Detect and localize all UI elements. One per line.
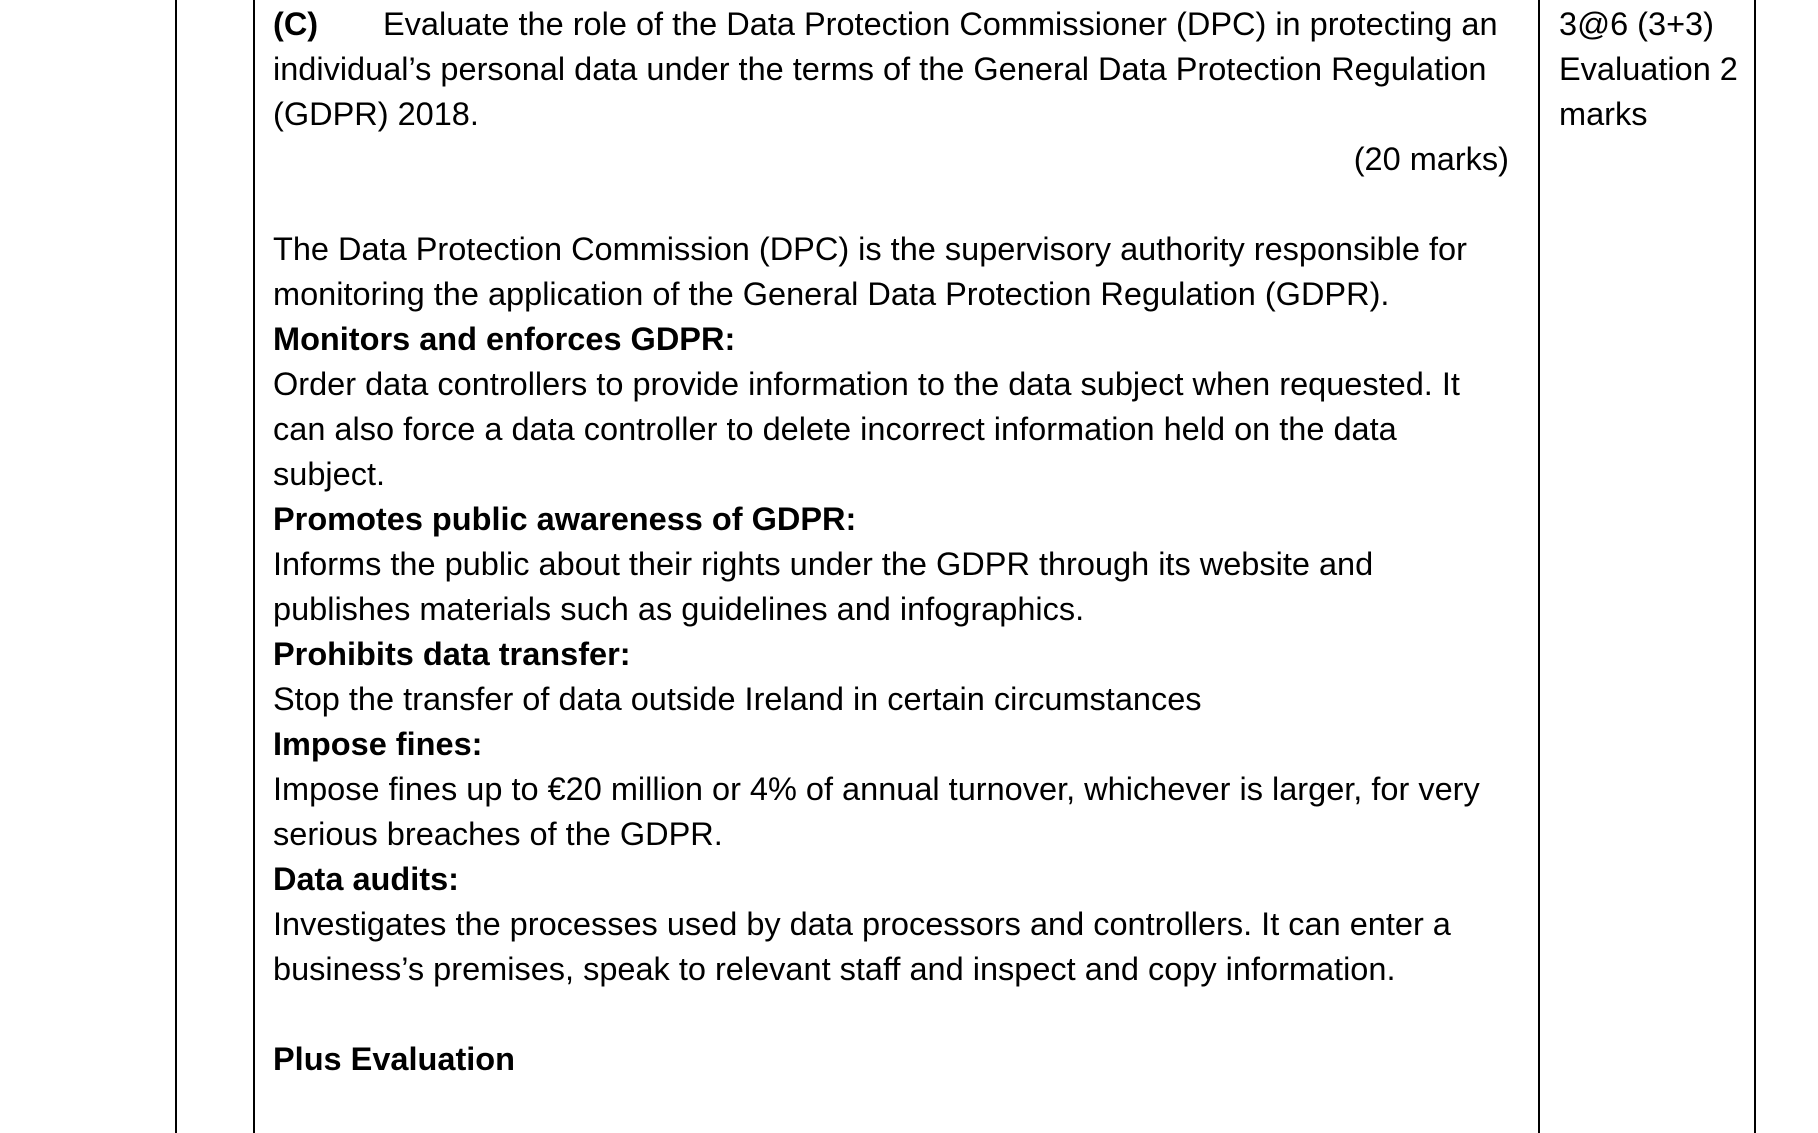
- section-body: Informs the public about their rights under the GDPR through its website and publishes materials such as guidelines and infographics.: [273, 546, 1374, 627]
- question-label: (C): [273, 6, 319, 42]
- question-rest: an individual’s personal data under the terms of the General Data Protection Regulation (GDPR) 2018.: [273, 6, 1498, 132]
- question-marks: (20 marks): [1353, 141, 1509, 177]
- marks-cell: [1559, 2, 1749, 137]
- section-body: Stop the transfer of data outside Ireland in certain circumstances: [273, 681, 1202, 717]
- evaluation-marks: Evaluation 2 marks: [1559, 51, 1738, 132]
- spacer: [273, 182, 1509, 227]
- answer-cell: [273, 2, 1509, 1082]
- section-heading: Impose fines:: [273, 726, 483, 762]
- section-body: Investigates the processes used by data processors and controllers. It can enter a business’s premises, speak to relevant staff and inspect and copy information.: [273, 906, 1451, 987]
- section-heading: Promotes public awareness of GDPR:: [273, 501, 857, 537]
- answer-intro: The Data Protection Commission (DPC) is the supervisory authority responsible for monitoring the application of the General Data Protection Regulation (GDPR).: [273, 231, 1467, 312]
- question-lead: Evaluate the role of the Data Protection Commissioner (DPC) in protecting: [383, 6, 1453, 42]
- spacer: [273, 992, 1509, 1037]
- column-divider-right: [1538, 0, 1540, 1133]
- section-body: Impose fines up to €20 million or 4% of annual turnover, whichever is larger, for very serious breaches of the GDPR.: [273, 771, 1480, 852]
- section-heading: Monitors and enforces GDPR:: [273, 321, 736, 357]
- marking-scheme-table: [175, 0, 1756, 1133]
- plus-evaluation: Plus Evaluation: [273, 1041, 516, 1077]
- question-text: [273, 2, 1509, 137]
- section-heading: Data audits:: [273, 861, 460, 897]
- column-divider-left: [253, 0, 255, 1133]
- marks-allocation: 3@6 (3+3): [1559, 6, 1714, 42]
- section-body: Order data controllers to provide information to the data subject when requested. It can also force a data controller to delete incorrect information held on the data subject.: [273, 366, 1460, 492]
- section-heading: Prohibits data transfer:: [273, 636, 631, 672]
